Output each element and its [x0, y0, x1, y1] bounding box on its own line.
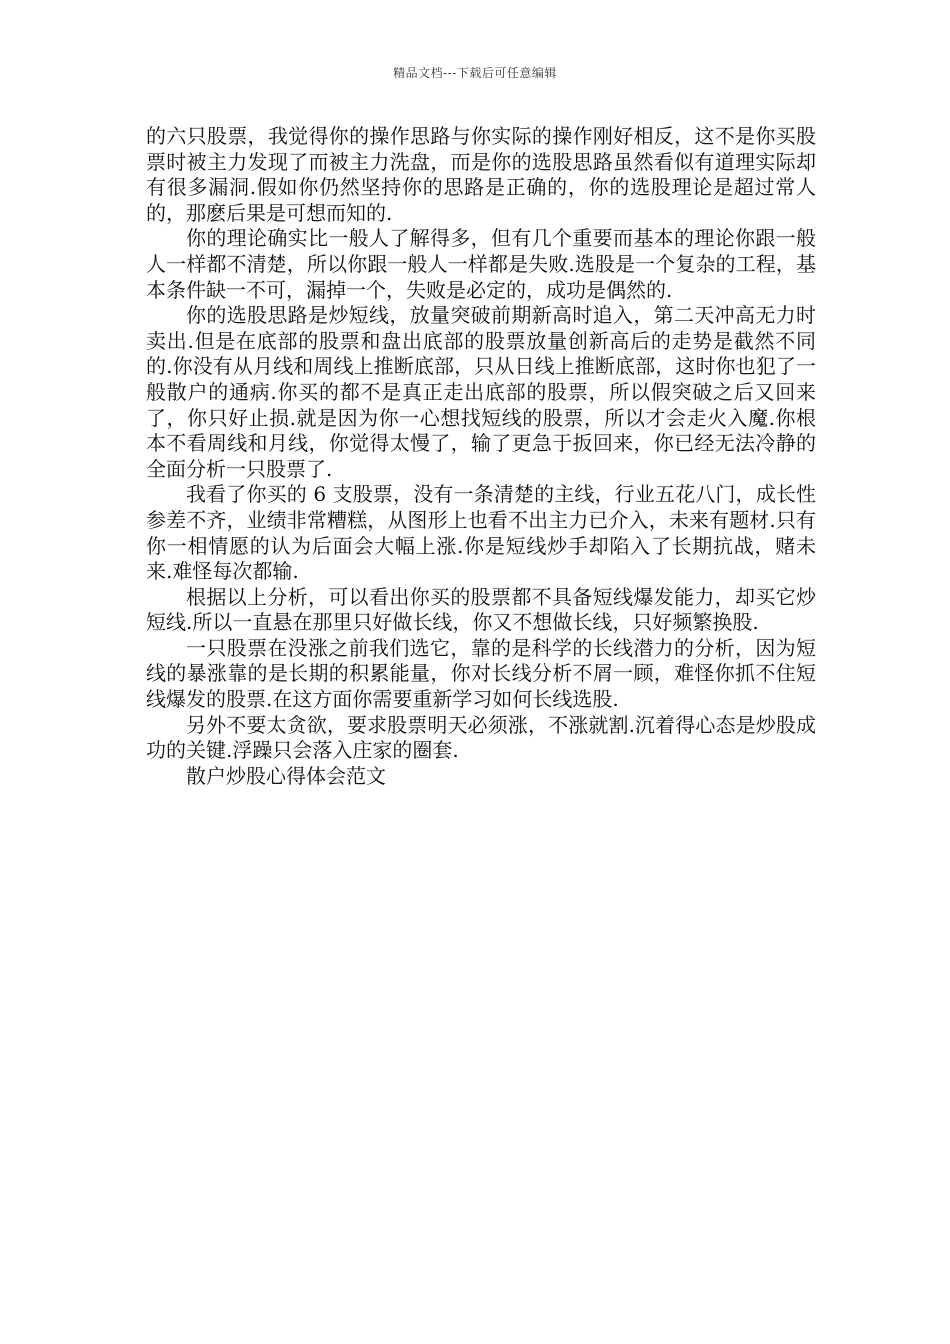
paragraph-1: 的六只股票，我觉得你的操作思路与你实际的操作刚好相反，这不是你买股票时被主力发现了而被主力洗盘，而是你的选股思路虽然看似有道理实际却有很多漏洞.假如你仍然坚持你的思路是正确的，你的选股理论是超过常人的，那麽后果是可想而知的. [146, 124, 816, 225]
page-header: 精品文档---下载后可任意编辑 [393, 66, 557, 80]
document-title-line: 散户炒股心得体会范文 [186, 763, 386, 788]
paragraph-6: 一只股票在没涨之前我们选它，靠的是科学的长线潜力的分析，因为短线的暴涨靠的是长期的积累能量，你对长线分析不屑一顾，难怪你抓不住短线爆发的股票.在这方面你需要重新学习如何长线选股. [146, 635, 816, 712]
document-body [146, 124, 816, 789]
paragraph-5: 根据以上分析，可以看出你买的股票都不具备短线爆发能力，却买它炒短线.所以一直悬在那里只好做长线，你又不想做长线，只好频繁换股. [146, 584, 816, 635]
paragraph-4: 我看了你买的 6 支股票，没有一条清楚的主线，行业五花八门，成长性参差不齐，业绩非常糟糕，从图形上也看不出主力已介入，未来有题材.只有你一相情愿的认为后面会大幅上涨.你是短线炒手却陷入了长期抗战，赌未来.难怪每次都输. [146, 482, 816, 584]
paragraph-3: 你的选股思路是炒短线，放量突破前期新高时追入，第二天冲高无力时卖出.但是在底部的股票和盘出底部的股票放量创新高后的走势是截然不同的.你没有从月线和周线上推断底部，只从日线上推断底部，这时你也犯了一般散户的通病.你买的都不是真正走出底部的股票，所以假突破之后又回来了，你只好止损.就是因为你一心想找短线的股票，所以才会走火入魔.你根本不看周线和月线，你觉得太慢了，输了更急于扳回来，你已经无法冷静的全面分析一只股票了. [146, 303, 816, 481]
paragraph-2: 你的理论确实比一般人了解得多，但有几个重要而基本的理论你跟一般人一样都不清楚，所以你跟一般人一样都是失败.选股是一个复杂的工程，基本条件缺一不可，漏掉一个，失败是必定的，成功是偶然的. [146, 226, 816, 302]
paragraph-7: 另外不要太贪欲，要求股票明天必须涨，不涨就割.沉着得心态是炒股成功的关键.浮躁只会落入庄家的圈套. [146, 712, 816, 763]
